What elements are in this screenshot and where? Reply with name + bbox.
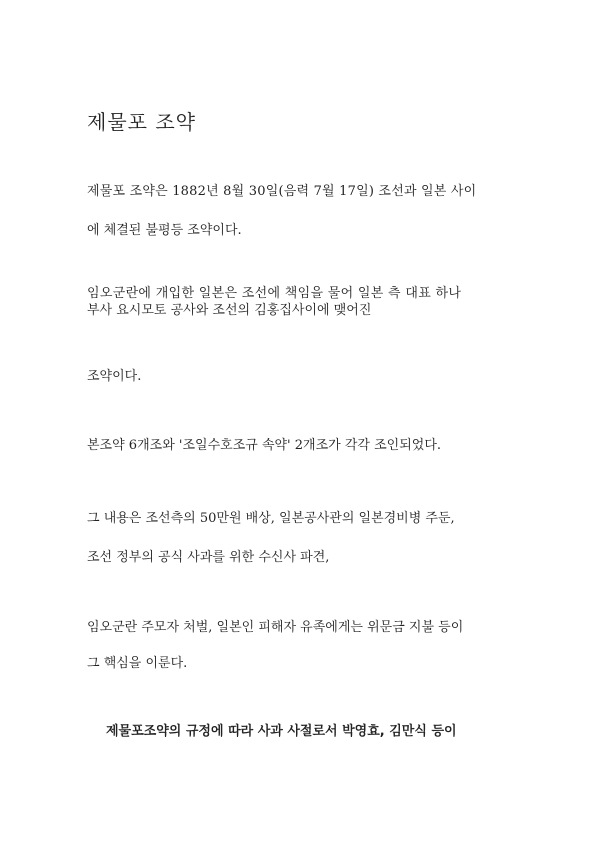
paragraph-line: 그 핵심을 이룬다.	[87, 656, 188, 671]
paragraph-line: 그 내용은 조선측의 50만원 배상, 일본공사관의 일본경비병 주둔,	[87, 511, 455, 526]
paragraph-line: 본조약 6개조와 '조일수호조규 속약' 2개조가 각각 조인되었다.	[87, 438, 442, 453]
paragraph-line: 조선 정부의 공식 사과를 위한 수신사 파견,	[87, 550, 330, 565]
paragraph-line: 조약이다.	[87, 369, 142, 384]
bold-paragraph-line: 제물포조약의 규정에 따라 사과 사절로서 박영효, 김만식 등이	[106, 724, 457, 739]
paragraph-line: 임오군란에 개입한 일본은 조선에 책임을 물어 일본 측 대표 하나	[87, 286, 462, 301]
paragraph-line: 부사 요시모토 공사와 조선의 김홍집사이에 맺어진	[87, 303, 372, 318]
page-title: 제물포 조약	[87, 110, 196, 134]
paragraph-line: 임오군란 주모자 처벌, 일본인 피해자 유족에게는 위문금 지불 등이	[87, 620, 464, 635]
paragraph-line: 에 체결된 불평등 조약이다.	[87, 223, 242, 238]
paragraph-line: 제물포 조약은 1882년 8월 30일(음력 7월 17일) 조선과 일본 사이	[87, 184, 477, 199]
